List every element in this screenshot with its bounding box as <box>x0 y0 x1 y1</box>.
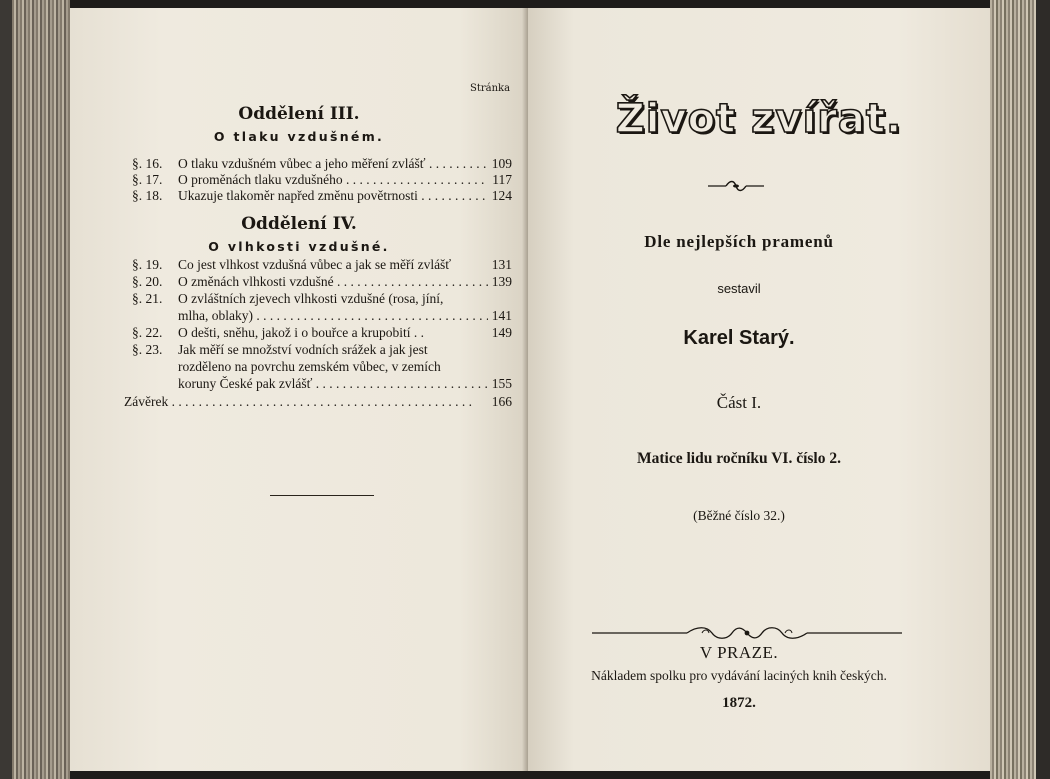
ornament-rule <box>592 625 902 645</box>
section-3-heading: Oddělení III. <box>238 104 360 124</box>
ornament-flourish <box>708 177 764 196</box>
toc-entry: §. 17. O proměnách tlaku vzdušného . . . 117 <box>132 172 512 188</box>
series-info: Matice lidu ročníku VI. číslo 2. <box>637 450 841 467</box>
toc-entry: §. 16. O tlaku vzdušném vůbec a jeho měření zvlášť . . . 109 <box>132 156 512 172</box>
right-page <box>528 8 990 771</box>
book-subtitle: Dle nejlepších pramenů <box>644 232 834 251</box>
section-divider-rule <box>270 495 374 496</box>
publisher: Nákladem spolku pro vydávání laciných knih českých. <box>591 668 887 683</box>
publication-city: V PRAZE. <box>699 643 779 662</box>
left-page <box>70 8 528 771</box>
section-4-subheading: O vlhkosti vzdušné. <box>208 239 390 254</box>
section-3-subheading: O tlaku vzdušném. <box>213 129 385 144</box>
publication-year: 1872. <box>722 695 756 711</box>
compiled-by-label: sestavil <box>717 281 761 296</box>
toc-section-4 <box>124 257 512 427</box>
toc-entry: §. 23. Jak měří se množství vodních srážek a jak jest <box>132 342 428 357</box>
running-number: (Běžné číslo 32.) <box>693 508 785 523</box>
book-cover-left <box>0 0 70 779</box>
toc-entry: §. 18. Ukazuje tlakoměr napřed změnu povětrnosti . . . 124 <box>132 188 512 204</box>
section-4-heading: Oddělení IV. <box>241 214 357 234</box>
toc-closing-entry: Závěrek . . . 166 <box>124 394 512 410</box>
toc-entry: §. 19. Co jest vlhkost vzdušná vůbec a jak se měří zvlášť 131 <box>132 257 512 272</box>
toc-entry-continuation: koruny České pak zvlášť . . . 155 <box>132 376 512 392</box>
page-column-header: Stránka <box>470 83 511 94</box>
toc-entry-continuation: rozděleno na povrchu zemském vůbec, v zemích <box>178 359 441 374</box>
toc-entry: §. 20. O změnách vlhkosti vzdušné . . . 139 <box>132 274 512 290</box>
toc-entry: §. 22. O dešti, sněhu, jakož i o bouřce a krupobití . . 149 <box>132 325 512 340</box>
book-cover-right <box>990 0 1050 779</box>
part-number: Část I. <box>716 393 762 412</box>
author-name: Karel Starý. <box>683 327 795 349</box>
toc-entry: §. 21. O zvláštních zjevech vlhkosti vzdušné (rosa, jíní, <box>132 291 444 306</box>
book-title: Život zvířat. <box>615 96 903 142</box>
toc-entry-continuation: mlha, oblaky) . . . 141 <box>132 308 512 324</box>
